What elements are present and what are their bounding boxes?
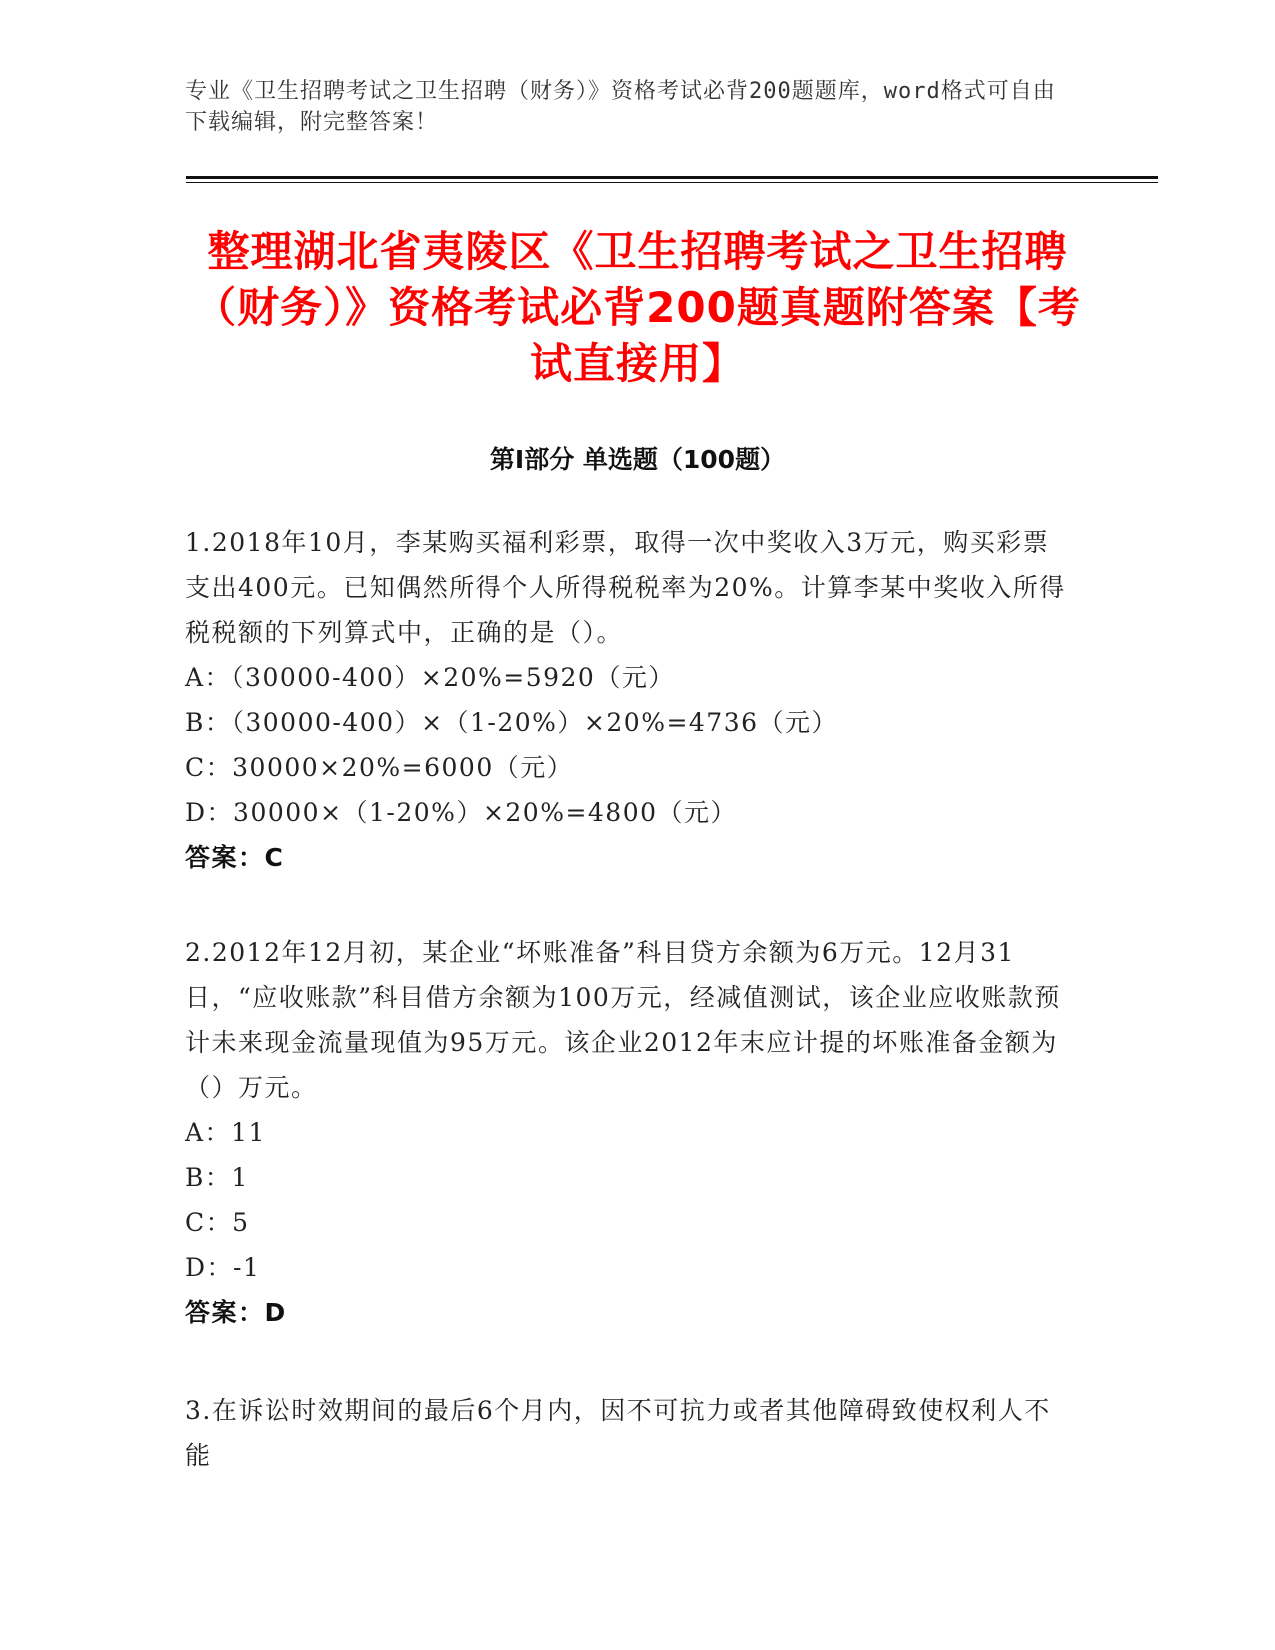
question-stem: 2.2012年12月初，某企业“坏账准备”科目贷方余额为6万元。12月31日，“应收账款”科目借方余额为100万元，经减值测试，该企业应收账款预计未来现金流量现值为95万元。该企业2012年末应计提的坏账准备金额为（）万元。 [185, 938, 1061, 1102]
question-answer: 答案：C [185, 843, 285, 872]
option-d: D：30000×（1-20%）×20%=4800（元） [185, 798, 738, 827]
option-d: D：-1 [185, 1253, 261, 1282]
question-answer: 答案：D [185, 1298, 287, 1327]
option-b: B：1 [185, 1163, 249, 1192]
document-title: 整理湖北省夷陵区《卫生招聘考试之卫生招聘（财务）》资格考试必背200题真题附答案【考试直接用】 [194, 227, 1081, 388]
header-note: 专业《卫生招聘考试之卫生招聘（财务）》资格考试必背200题题库，word格式可自由下载编辑，附完整答案！ [185, 79, 1056, 135]
question-item [185, 520, 1075, 880]
option-a: A：11 [185, 1118, 266, 1147]
option-a: A：（30000-400）×20%=5920（元） [185, 663, 675, 692]
header-divider-thin [186, 182, 1158, 183]
option-c: C：5 [185, 1208, 250, 1237]
option-b: B：（30000-400）×（1-20%）×20%=4736（元） [185, 708, 839, 737]
option-c: C：30000×20%=6000（元） [185, 753, 574, 782]
question-item [185, 1388, 1075, 1478]
question-stem: 1.2018年10月，李某购买福利彩票，取得一次中奖收入3万元，购买彩票支出400元。已知偶然所得个人所得税税率为20%。计算李某中奖收入所得税税额的下列算式中，正确的是（）。 [185, 528, 1066, 647]
question-stem: 3.在诉讼时效期间的最后6个月内，因不可抗力或者其他障碍致使权利人不能 [185, 1396, 1051, 1470]
header-divider-thick [186, 176, 1158, 179]
question-item [185, 930, 1075, 1335]
section-title: 第Ⅰ部分 单选题（100题） [489, 445, 786, 474]
